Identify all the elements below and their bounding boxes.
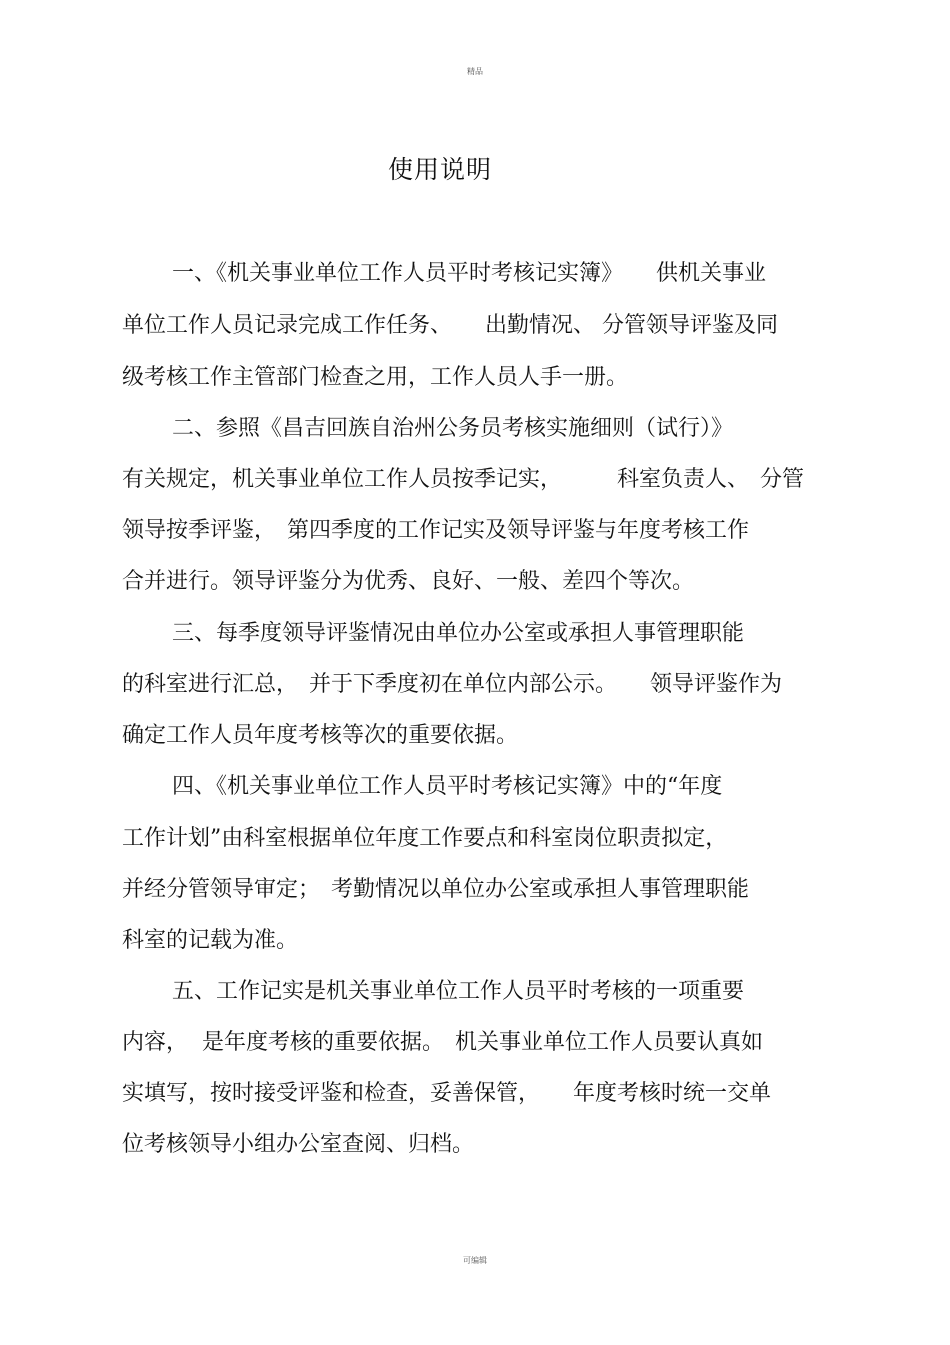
paragraph-2-line-2: 有关规定，机关事业单位工作人员按季记实， 科室负责人、 分管 [122, 467, 805, 492]
paragraph-5-line-3: 实填写，按时接受评鉴和检查，妥善保管， 年度考核时统一交单 [122, 1081, 772, 1106]
paragraph-2-line-1: 二、参照《昌吉回族自治州公务员考核实施细则（试行）》 [172, 416, 734, 441]
header-watermark: 精品 [467, 67, 483, 76]
paragraph-4-line-1: 四、《机关事业单位工作人员平时考核记实簿》中的“年度 [172, 774, 723, 799]
paragraph-1-line-2: 单位工作人员记录完成工作任务、 出勤情况、 分管领导评鉴及同 [122, 313, 778, 338]
paragraph-3-line-2: 的科室进行汇总， 并于下季度初在单位内部公示。 领导评鉴作为 [122, 672, 783, 697]
paragraph-5-line-2: 内容， 是年度考核的重要依据。 机关事业单位工作人员要认真如 [122, 1030, 763, 1055]
paragraph-4-line-4: 科室的记载为准。 [122, 928, 299, 953]
document-title: 使用说明 [387, 155, 492, 184]
paragraph-4-line-3: 并经分管领导审定； 考勤情况以单位办公室或承担人事管理职能 [122, 877, 750, 902]
footer-watermark: 可编辑 [463, 1256, 487, 1265]
paragraph-3-line-1: 三、每季度领导评鉴情况由单位办公室或承担人事管理职能 [172, 621, 745, 646]
paragraph-1-line-1: 一、《机关事业单位工作人员平时考核记实簿》 供机关事业 [172, 261, 767, 286]
paragraph-1-line-3: 级考核工作主管部门检查之用，工作人员人手一册。 [122, 365, 629, 390]
paragraph-2-line-3: 领导按季评鉴， 第四季度的工作记实及领导评鉴与年度考核工作 [122, 518, 750, 543]
paragraph-4-line-2: 工作计划”由科室根据单位年度工作要点和科室岗位职责拟定， [122, 826, 728, 851]
paragraph-5-line-1: 五、工作记实是机关事业单位工作人员平时考核的一项重要 [172, 979, 745, 1004]
paragraph-5-line-4: 位考核领导小组办公室查阅、归档。 [122, 1132, 475, 1157]
paragraph-3-line-3: 确定工作人员年度考核等次的重要依据。 [122, 723, 519, 748]
paragraph-2-line-4: 合并进行。领导评鉴分为优秀、良好、一般、差四个等次。 [122, 569, 695, 594]
